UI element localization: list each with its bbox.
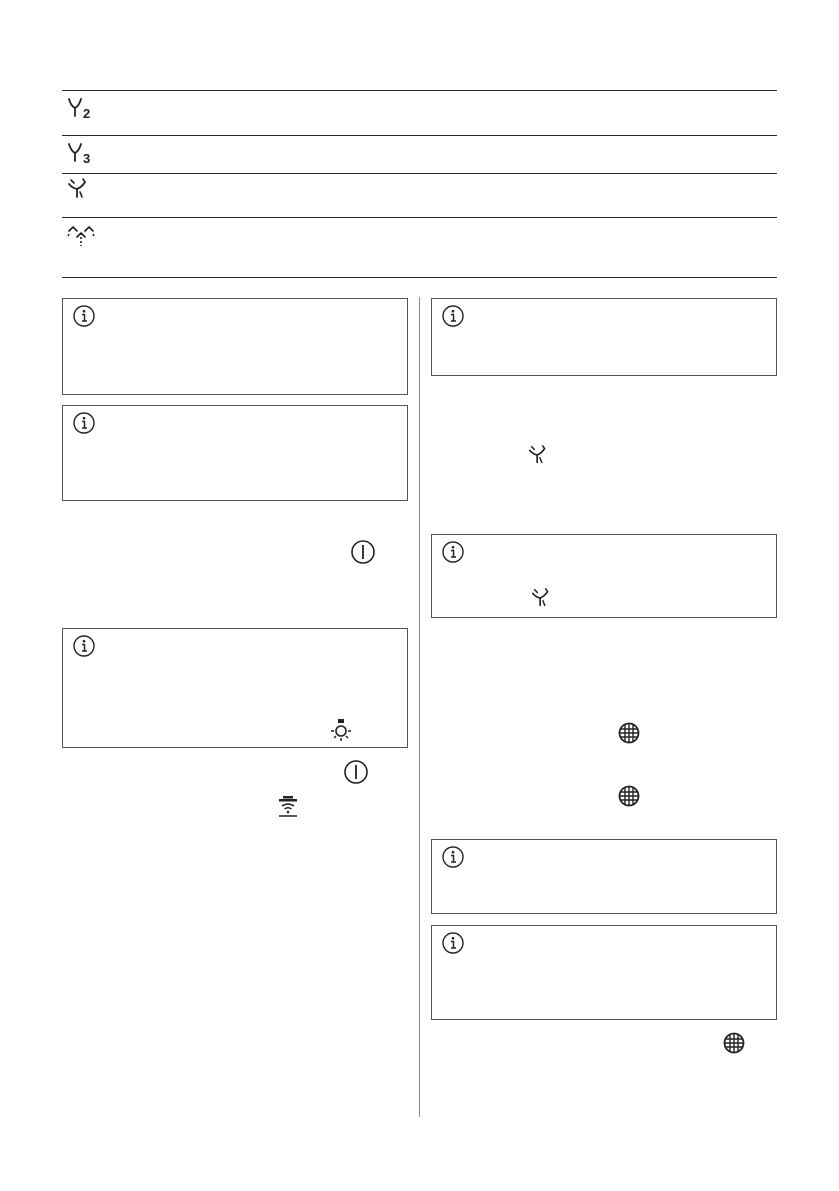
info-box-5 bbox=[431, 534, 777, 618]
breeze-icon bbox=[66, 222, 96, 248]
light-icon bbox=[329, 718, 353, 742]
table-rule-bottom bbox=[62, 277, 777, 278]
info-box-6 bbox=[431, 839, 777, 914]
info-box-4 bbox=[431, 298, 777, 376]
info-box-3 bbox=[62, 628, 408, 748]
power-icon bbox=[343, 759, 369, 785]
table-rule-row1 bbox=[62, 135, 777, 136]
info-icon bbox=[73, 635, 95, 657]
fan-boost-icon bbox=[66, 178, 92, 200]
fan-speed-2-icon bbox=[66, 96, 96, 120]
table-rule-row3 bbox=[62, 217, 777, 218]
info-box-7 bbox=[431, 925, 777, 1020]
fan-boost-icon bbox=[527, 444, 551, 466]
fan-boost-icon bbox=[530, 587, 554, 609]
info-icon bbox=[73, 412, 95, 434]
speed-3-label: 3 bbox=[83, 151, 91, 166]
filter-grid-icon bbox=[723, 1032, 745, 1054]
info-box-1 bbox=[62, 298, 408, 395]
speed-2-label: 2 bbox=[83, 106, 91, 121]
power-icon bbox=[350, 539, 376, 565]
filter-grid-icon bbox=[618, 785, 640, 807]
fan-speed-3-icon bbox=[66, 141, 96, 165]
column-divider bbox=[419, 297, 420, 1117]
table-rule-top bbox=[62, 90, 777, 91]
info-icon bbox=[442, 541, 464, 563]
filter-grid-icon bbox=[618, 722, 640, 744]
info-box-2 bbox=[62, 405, 408, 501]
info-icon bbox=[442, 932, 464, 954]
hob2hood-icon bbox=[278, 795, 300, 817]
info-icon bbox=[442, 846, 464, 868]
info-icon bbox=[442, 305, 464, 327]
table-rule-row2 bbox=[62, 173, 777, 174]
info-icon bbox=[73, 305, 95, 327]
